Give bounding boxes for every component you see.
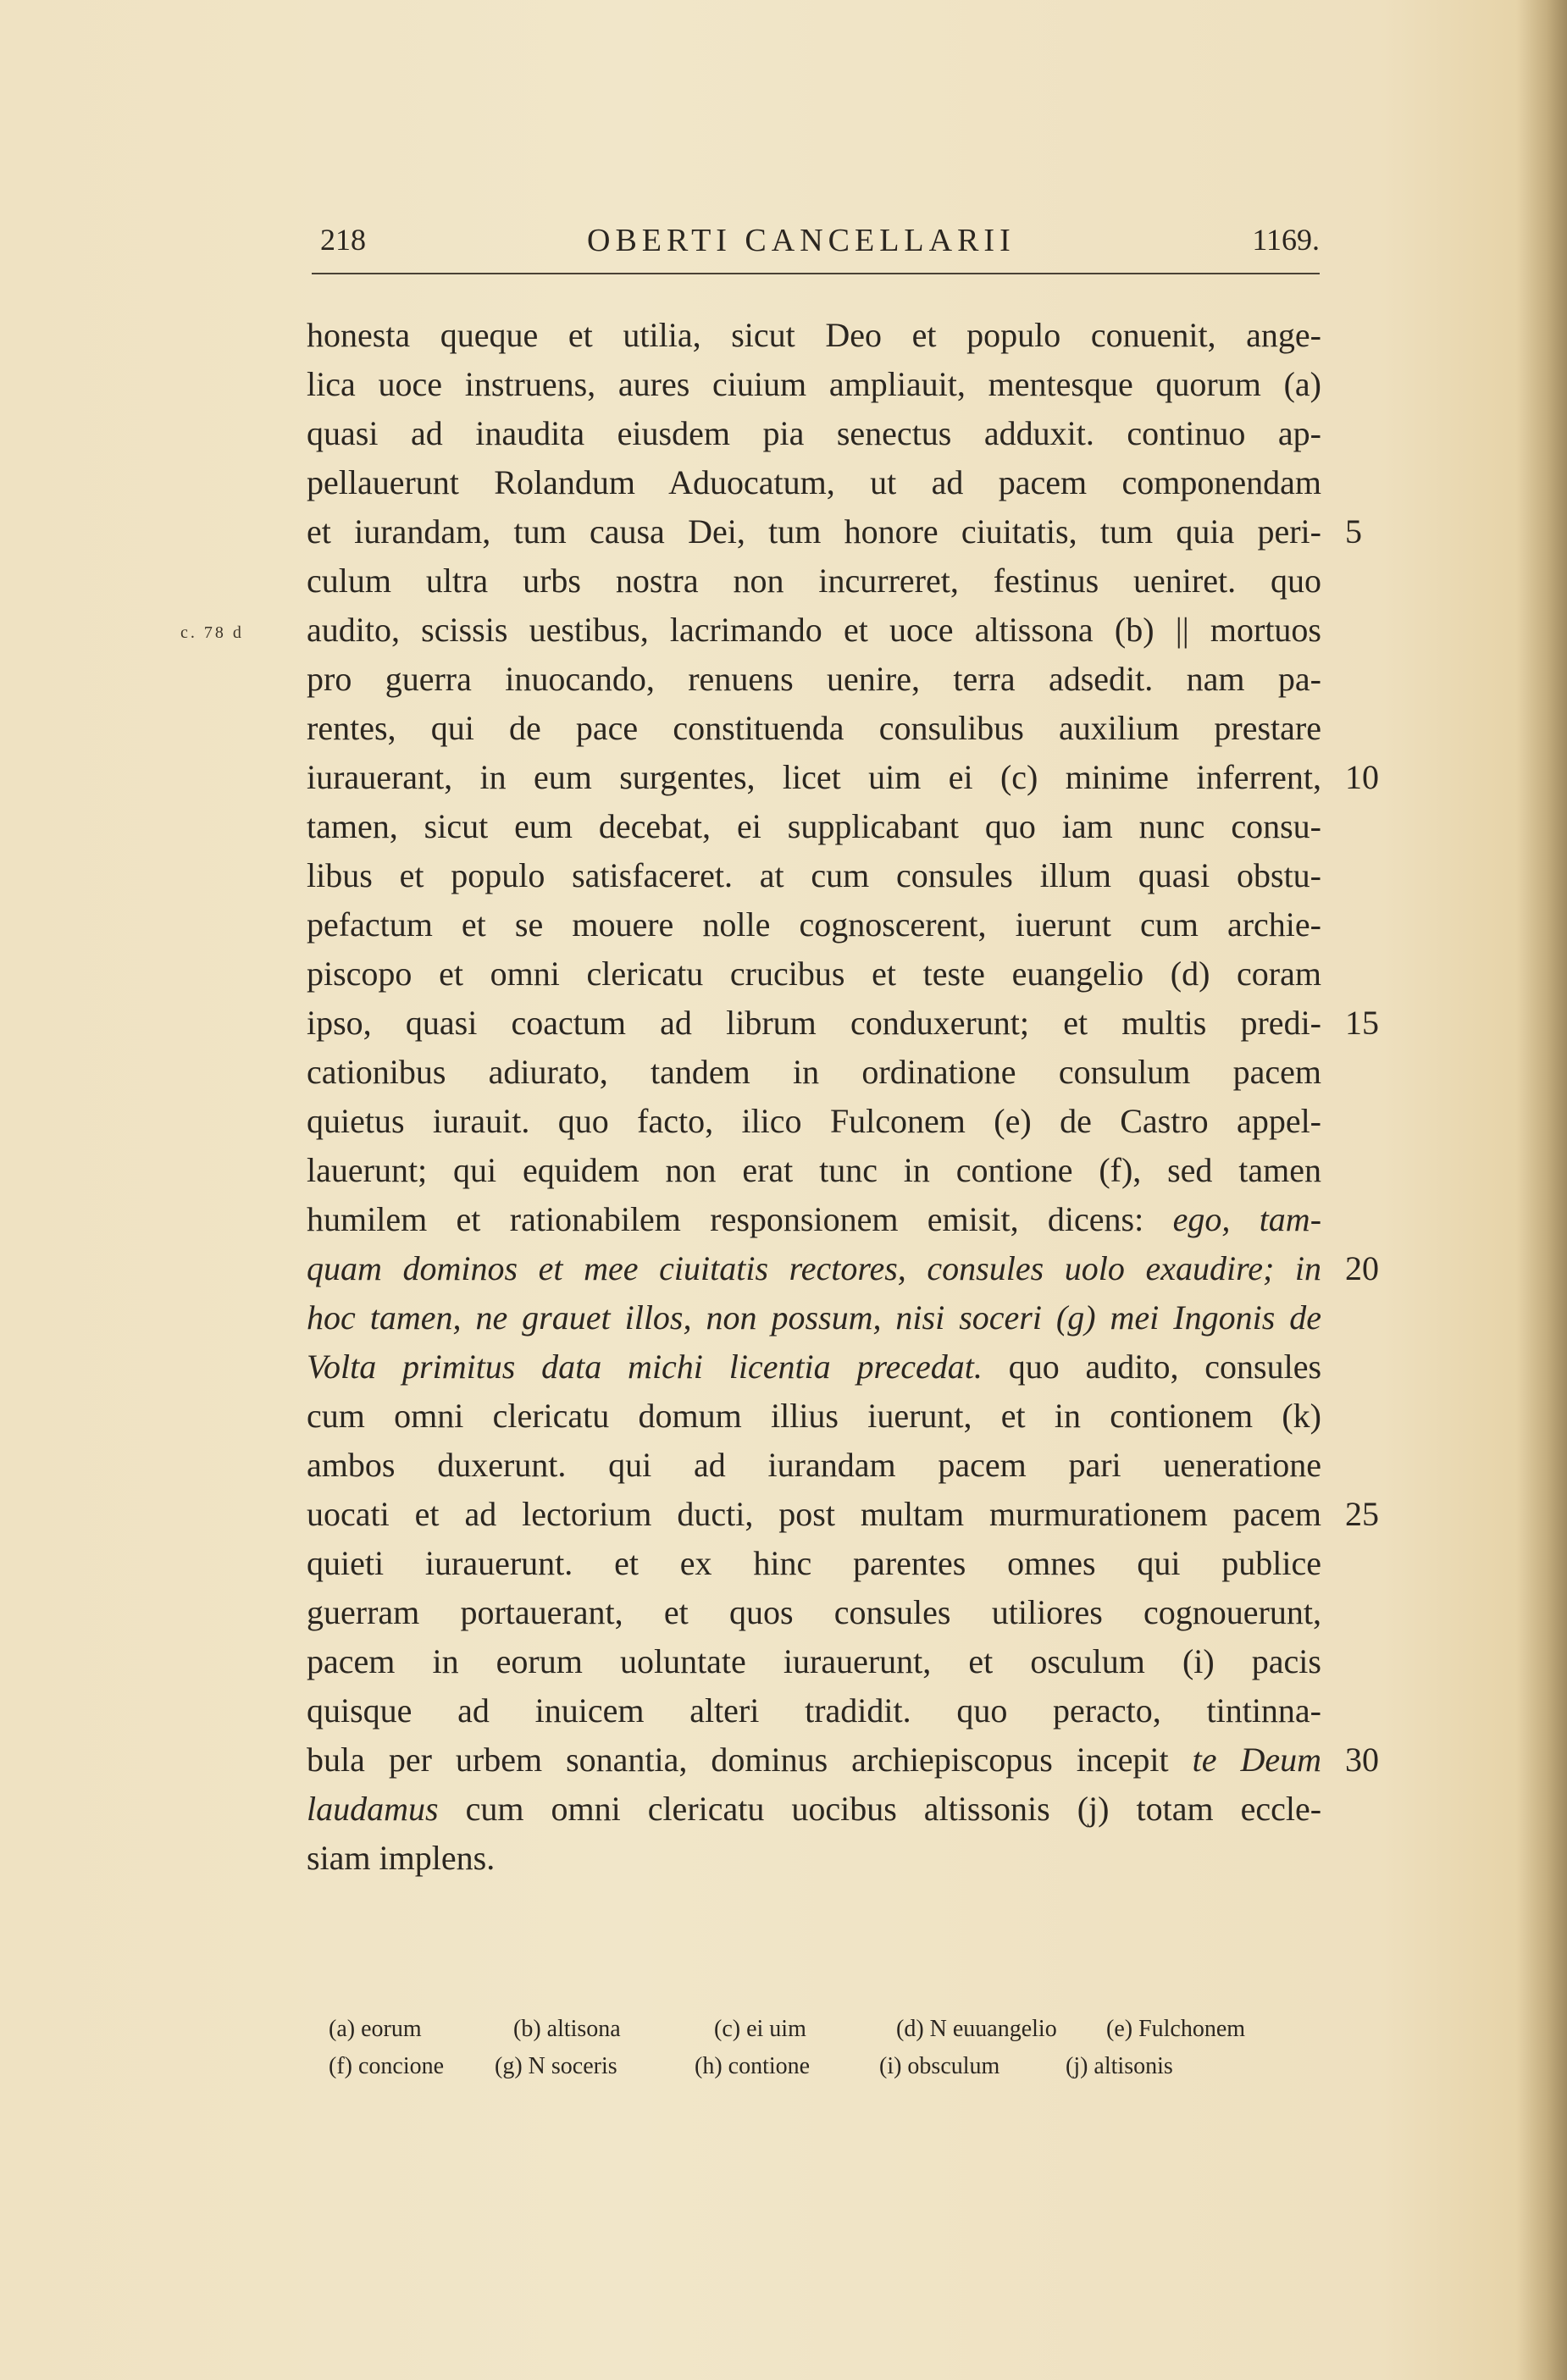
line-number: 10 xyxy=(1345,758,1379,796)
text-line: piscopo et omni clericatu crucibus et teste euangelio (d) coram xyxy=(307,955,1321,993)
text-line xyxy=(307,1740,1321,1780)
text-line: audito, scissis uestibus, lacrimando et uoce altissona (b) || mortuos xyxy=(307,611,1321,649)
footnote: (e) Fulchonem xyxy=(1106,2016,1246,2042)
margin-reference: c. 78 d xyxy=(180,623,244,642)
text-line xyxy=(307,1199,1321,1240)
text-line xyxy=(307,1347,1321,1387)
text-line: pellauerunt Rolandum Aduocatum, ut ad pacem componendam xyxy=(307,463,1321,501)
text-line: ambos duxerunt. qui ad iurandam pacem pari ueneratione xyxy=(307,1446,1321,1484)
line-segment: humilem et rationabilem responsionem emisit, dicens: xyxy=(307,1200,1144,1238)
text-line: libus et populo satisfaceret. at cum consules illum quasi obstu- xyxy=(307,856,1321,894)
line-number: 20 xyxy=(1345,1249,1379,1287)
running-header xyxy=(312,222,1320,256)
header-rule xyxy=(312,273,1320,274)
footnote: (a) eorum xyxy=(329,2016,422,2042)
text-line: guerram portauerant, et quos consules utiliores cognouerunt, xyxy=(307,1593,1321,1631)
footnote: (g) N soceris xyxy=(495,2053,617,2079)
text-line xyxy=(307,1298,1321,1338)
text-line: quisque ad inuicem alteri tradidit. quo peracto, tintinna- xyxy=(307,1691,1321,1730)
footnote: (b) altisona xyxy=(513,2016,621,2042)
line-number: 15 xyxy=(1345,1004,1379,1042)
text-line: siam implens. xyxy=(307,1839,496,1877)
text-line: pefactum et se mouere nolle cognoscerent, iuerunt cum archie- xyxy=(307,905,1321,944)
footnote: (f) concione xyxy=(329,2053,445,2079)
text-line xyxy=(307,1789,1321,1829)
line-segment: cum omni clericatu uocibus altissonis (j) totam eccle- xyxy=(465,1790,1322,1828)
line-segment: bula per urbem sonantia, dominus archiepiscopus incepit xyxy=(307,1741,1169,1779)
text-line: honesta queque et utilia, sicut Deo et populo conuenit, ange- xyxy=(307,316,1321,354)
text-line: uocati et ad lectorium ducti, post multam murmurationem pacem xyxy=(307,1495,1321,1533)
header-year: 1169. xyxy=(1252,223,1320,257)
text-line: quietus iurauit. quo facto, ilico Fulconem (e) de Castro appel- xyxy=(307,1102,1321,1140)
liturgical-title: laudamus xyxy=(307,1790,439,1828)
quoted-speech: hoc tamen, ne grauet illos, non possum, nisi soceri (g) mei Ingonis de xyxy=(307,1298,1321,1337)
quoted-speech: ego, tam- xyxy=(1172,1200,1322,1238)
text-line: quieti iurauerunt. et ex hinc parentes omnes qui publice xyxy=(307,1544,1321,1582)
liturgical-title: te Deum xyxy=(1192,1741,1321,1779)
text-line: cationibus adiurato, tandem in ordinatione consulum pacem xyxy=(307,1053,1321,1091)
text-line: ipso, quasi coactum ad librum conduxerunt; et multis predi- xyxy=(307,1004,1321,1042)
quoted-speech: quam dominos et mee ciuitatis rectores, consules uolo exaudire; in xyxy=(307,1249,1321,1287)
page-number: 218 xyxy=(320,223,366,257)
text-line: et iurandam, tum causa Dei, tum honore ciuitatis, tum quia peri- xyxy=(307,512,1321,551)
text-line: lica uoce instruens, aures ciuium ampliauit, mentesque quorum (a) xyxy=(307,365,1321,403)
quoted-speech: Volta primitus data michi licentia precedat. xyxy=(307,1348,983,1386)
line-number: 5 xyxy=(1345,512,1362,551)
text-line: lauerunt; qui equidem non erat tunc in contione (f), sed tamen xyxy=(307,1151,1321,1189)
running-title: OBERTI CANCELLARII xyxy=(587,223,1016,258)
line-number: 30 xyxy=(1345,1741,1379,1779)
line-number: 25 xyxy=(1345,1495,1379,1533)
text-line: quasi ad inaudita eiusdem pia senectus adduxit. continuo ap- xyxy=(307,414,1321,452)
text-line: tamen, sicut eum decebat, ei supplicabant quo iam nunc consu- xyxy=(307,807,1321,845)
footnote: (d) N euuangelio xyxy=(896,2016,1057,2042)
footnote: (c) ei uim xyxy=(714,2016,806,2042)
text-line: pro guerra inuocando, renuens uenire, terra adsedit. nam pa- xyxy=(307,660,1321,698)
text-line: cum omni clericatu domum illius iuerunt, et in contionem (k) xyxy=(307,1397,1321,1435)
footnote: (h) contione xyxy=(695,2053,811,2079)
text-line: pacem in eorum uoluntate iurauerunt, et osculum (i) pacis xyxy=(307,1642,1321,1680)
page-edge-shadow xyxy=(1516,0,1567,2380)
text-line xyxy=(307,1248,1321,1289)
text-line: culum ultra urbs nostra non incurreret, festinus ueniret. quo xyxy=(307,562,1321,600)
text-line: rentes, qui de pace constituenda consulibus auxilium prestare xyxy=(307,709,1321,747)
line-segment: quo audito, consules xyxy=(1008,1348,1322,1386)
footnote: (i) obsculum xyxy=(879,2053,1000,2079)
footnote: (j) altisonis xyxy=(1066,2053,1173,2079)
text-line: iurauerant, in eum surgentes, licet uim ei (c) minime inferrent, xyxy=(307,758,1321,796)
